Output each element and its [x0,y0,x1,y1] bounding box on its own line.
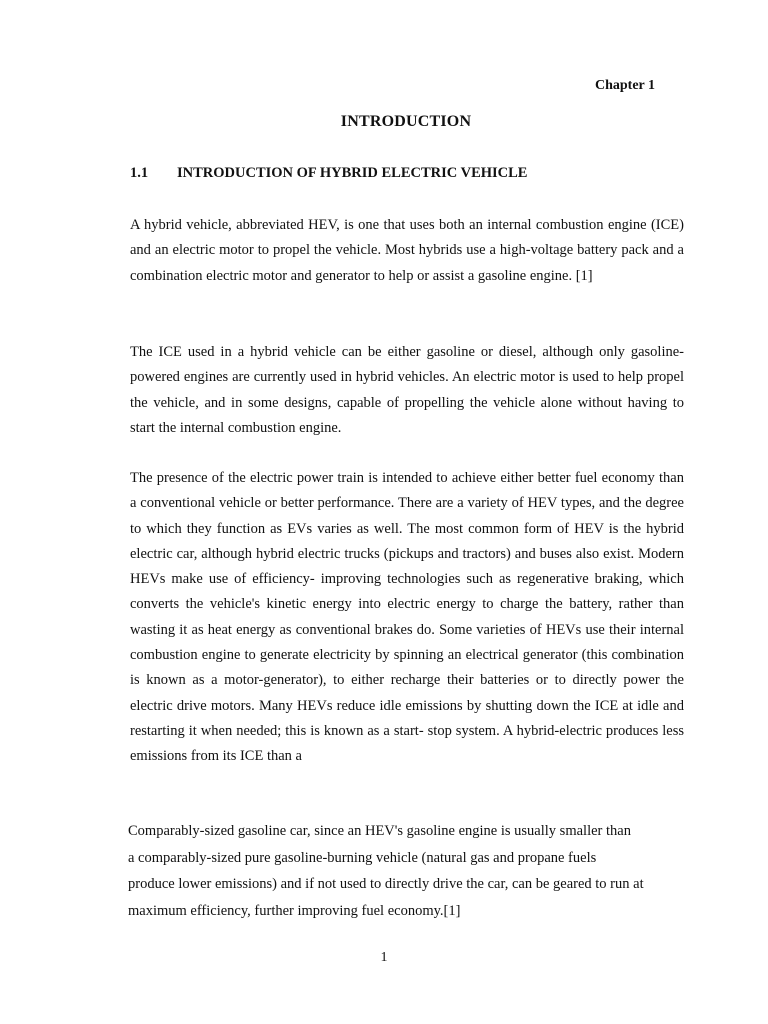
section-number: 1.1 [130,165,149,181]
paragraph-1: A hybrid vehicle, abbreviated HEV, is one that uses both an internal combustion engine (ICE) and an electric motor to propel the vehicle. Most hybrids use a high-voltage battery pack and a combination electric motor and generator to help or assist a gasoline engine. [1] [130,217,684,284]
paragraph-4-line: a comparably-sized pure gasoline-burning vehicle (natural gas and propane fuels [128,849,597,866]
page-title: INTRODUCTION [340,113,472,130]
paragraph-4-line: produce lower emissions) and if not used to directly drive the car, can be geared to run at [128,876,644,892]
chapter-label: Chapter 1 [594,78,655,93]
paragraph-4-line: maximum efficiency, further improving fuel economy.[1] [128,902,461,919]
section-title: INTRODUCTION OF HYBRID ELECTRIC VEHICLE [177,165,528,181]
section-heading [130,165,527,182]
page-number: 1 [380,950,388,965]
paragraph-3: The presence of the electric power train is intended to achieve either better fuel economy than a conventional vehicle or better performance. There are a variety of HEV types, and the degree to which they function as EVs varies as well. The most common form of HEV is the hybrid electric car, although hybrid electric trucks (pickups and tractors) and buses also exist. Modern HEVs make use of efficiency- improving technologies such as regenerative braking, which converts the vehicle's kinetic energy into electric energy to charge the battery, rather than wasting it as heat energy as conventional brakes do. Some varieties of HEVs use their internal combustion engine to generate electricity by spinning an electrical generator (this combination is known as a motor-generator), to either recharge their batteries or to directly power the electric drive motors. Many HEVs reduce idle emissions by shutting down the ICE at idle and restarting it when needed; this is known as a start- stop system. A hybrid-electric produces less emissions from its ICE than a [130,470,684,765]
paragraph-4-line: Comparably-sized gasoline car, since an HEV's gasoline engine is usually smaller than [128,823,631,839]
paragraph-4 [128,818,688,924]
paragraph-2: The ICE used in a hybrid vehicle can be either gasoline or diesel, although only gasoline- powered engines are currently used in hybrid vehicles. An electric motor is used to help propel the vehicle, and in some designs, capable of propelling the vehicle alone without having to start the internal combustion engine. [130,344,684,436]
